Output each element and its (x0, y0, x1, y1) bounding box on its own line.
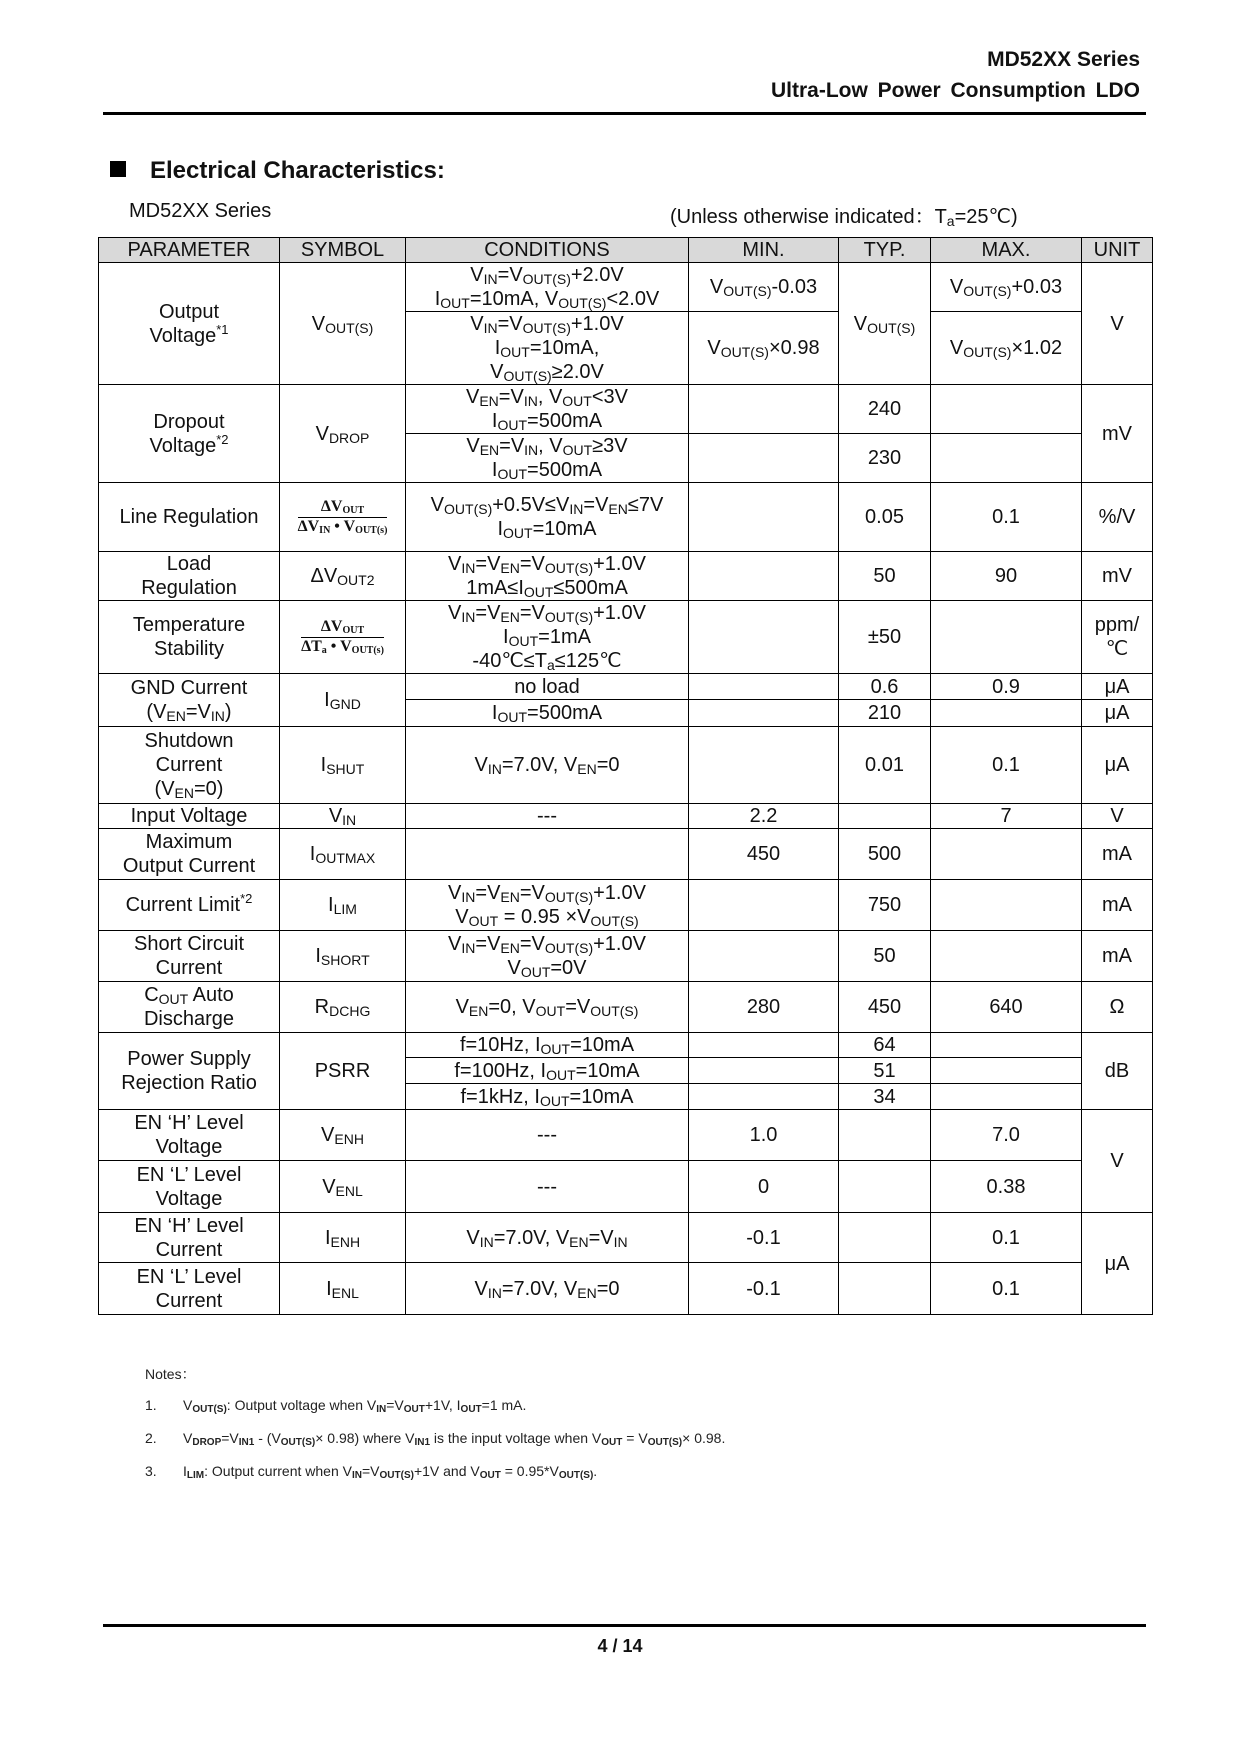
max-cell: 0.9 (931, 674, 1082, 700)
col-header: MIN. (689, 238, 839, 263)
typ-cell (839, 804, 931, 829)
param-cell: Dropout Voltage$^{*2}$ (99, 385, 280, 483)
header-subtitle: Ultra-Low Power Consumption LDO (771, 79, 1140, 102)
max-cell: 0.1 (931, 1213, 1082, 1263)
param-cell: Temperature Stability (99, 601, 280, 674)
symbol-cell: $I_{SHUT}$ (280, 727, 406, 804)
conditions-cell (406, 829, 689, 880)
param-cell: Load Regulation (99, 552, 280, 601)
symbol-cell (280, 601, 406, 674)
conditions-cell: $V_{IN}=V_{EN}=V_{OUT(S)}+1.0V$ $1mA\le I_{OUT}\le 500mA$ (406, 552, 689, 601)
param-cell: GND Current $(V_{EN}=V_{IN})$ (99, 674, 280, 727)
max-cell: $V_{OUT(S)}+0.03$ (931, 263, 1082, 312)
max-cell (931, 1084, 1082, 1110)
min-cell (689, 727, 839, 804)
param-cell: Shutdown Current $(V_{EN}=0)$ (99, 727, 280, 804)
unit-cell: mV (1082, 385, 1153, 483)
conditions-cell: $V_{IN}=7.0V$, $V_{EN}=0$ (406, 1263, 689, 1315)
table-row (99, 552, 1153, 601)
unit-cell: mA (1082, 931, 1153, 982)
max-cell: 0.1 (931, 483, 1082, 552)
symbol-cell: $V_{IN}$ (280, 804, 406, 829)
unit-cell: μA (1082, 700, 1153, 727)
max-cell: 0.1 (931, 727, 1082, 804)
typ-cell: 50 (839, 552, 931, 601)
typ-cell: 0.6 (839, 674, 931, 700)
conditions-cell: f=10Hz, $I_{OUT}=10mA$ (406, 1033, 689, 1058)
unit-cell: μA (1082, 1213, 1153, 1315)
unit-cell: mA (1082, 829, 1153, 880)
notes-heading: Notes： (145, 1366, 196, 1382)
symbol-cell: $V_{DROP}$ (280, 385, 406, 483)
conditions-cell: $V_{EN}=V_{IN}$, $V_{OUT}<3V$ $I_{OUT}=500mA$ (406, 385, 689, 434)
min-cell: $V_{OUT(S)}-0.03$ (689, 263, 839, 312)
conditions-cell: $V_{EN}=V_{IN}$, $V_{OUT}\ge 3V$ $I_{OUT}=500mA$ (406, 434, 689, 483)
max-cell: 7.0 (931, 1110, 1082, 1161)
max-cell: 0.1 (931, 1263, 1082, 1315)
max-cell (931, 931, 1082, 982)
conditions-cell: $V_{IN}=V_{OUT(S)}+1.0V$ $I_{OUT}=10mA$, $V_{OUT(S)}\ge 2.0V$ (406, 312, 689, 385)
max-cell (931, 434, 1082, 483)
table-row (99, 601, 1153, 674)
min-cell: 280 (689, 982, 839, 1033)
table-row (99, 804, 1153, 829)
symbol-cell: $V_{OUT(S)}$ (280, 263, 406, 385)
note-2: 2. $V_{DROP}=V_{IN1} - (V_{OUT(S)}\times 0.98)$ where $V_{IN1}$ is the input voltage when $V_{OUT} = V_{OUT(S)}\times 0.98$. (145, 1430, 726, 1448)
typ-cell: 51 (839, 1058, 931, 1084)
typ-cell (839, 1263, 931, 1315)
min-cell (689, 1058, 839, 1084)
conditions-cell: --- (406, 1110, 689, 1161)
col-header: CONDITIONS (406, 238, 689, 263)
typ-cell: 450 (839, 982, 931, 1033)
conditions-cell: --- (406, 1161, 689, 1213)
table-row (99, 982, 1153, 1033)
symbol-cell: $I_{ENL}$ (280, 1263, 406, 1315)
unit-cell: μA (1082, 674, 1153, 700)
symbol-cell: $\Delta V_{OUT2}$ (280, 552, 406, 601)
min-cell (689, 674, 839, 700)
min-cell (689, 483, 839, 552)
conditions-cell: $V_{IN}=7.0V$, $V_{EN}=0$ (406, 727, 689, 804)
symbol-cell: $I_{ENH}$ (280, 1213, 406, 1263)
table-row (99, 829, 1153, 880)
typ-cell: 500 (839, 829, 931, 880)
max-cell (931, 385, 1082, 434)
note-1: 1. $V_{OUT(S)}$: Output voltage when $V_{IN}=V_{OUT}+1V$, $I_{OUT}=1$ mA. (145, 1397, 527, 1415)
param-cell: Line Regulation (99, 483, 280, 552)
table-header-row (99, 238, 1153, 263)
min-cell (689, 601, 839, 674)
unit-cell: V (1082, 1110, 1153, 1213)
max-cell (931, 700, 1082, 727)
col-header: UNIT (1082, 238, 1153, 263)
typ-cell: 0.05 (839, 483, 931, 552)
max-cell (931, 601, 1082, 674)
unit-cell: Ω (1082, 982, 1153, 1033)
min-cell: -0.1 (689, 1213, 839, 1263)
min-cell (689, 880, 839, 931)
conditions-cell: $V_{IN}=V_{EN}=V_{OUT(S)}+1.0V$ $V_{OUT} = 0.95 \times V_{OUT(S)}$ (406, 880, 689, 931)
min-cell: $V_{OUT(S)}\times 0.98$ (689, 312, 839, 385)
table-row (99, 1110, 1153, 1161)
header-rule (103, 112, 1146, 115)
table-row (99, 483, 1153, 552)
conditions-cell: $V_{IN}=V_{EN}=V_{OUT(S)}+1.0V$ $V_{OUT}=0V$ (406, 931, 689, 982)
table-row (99, 385, 1153, 434)
typ-cell: $V_{OUT(S)}$ (839, 263, 931, 385)
max-cell: 7 (931, 804, 1082, 829)
conditions-cell: $V_{EN}=0$, $V_{OUT}=V_{OUT(S)}$ (406, 982, 689, 1033)
typ-cell: 240 (839, 385, 931, 434)
table-row (99, 1263, 1153, 1315)
param-cell: EN ‘L’ Level Voltage (99, 1161, 280, 1213)
symbol-cell: $I_{SHORT}$ (280, 931, 406, 982)
symbol-cell: $V_{ENL}$ (280, 1161, 406, 1213)
min-cell: 450 (689, 829, 839, 880)
conditions-cell: $V_{OUT(S)}+0.5V\le V_{IN}=V_{EN}\le 7V$ $I_{OUT}=10mA$ (406, 483, 689, 552)
symbol-cell: $I_{GND}$ (280, 674, 406, 727)
max-cell (931, 1058, 1082, 1084)
black-square-icon (110, 161, 126, 177)
typ-cell: 50 (839, 931, 931, 982)
table-row (99, 931, 1153, 982)
min-cell: -0.1 (689, 1263, 839, 1315)
param-cell: Current Limit$^{*2}$ (99, 880, 280, 931)
header-series: MD52XX Series (987, 48, 1140, 71)
unit-cell: ppm/ ℃ (1082, 601, 1153, 674)
col-header: MAX. (931, 238, 1082, 263)
conditions-cell: --- (406, 804, 689, 829)
table-row (99, 1033, 1153, 1058)
conditions-cell: $V_{IN}=7.0V$, $V_{EN}=V_{IN}$ (406, 1213, 689, 1263)
max-cell: $V_{OUT(S)}\times 1.02$ (931, 312, 1082, 385)
footer-rule (103, 1624, 1146, 1627)
col-header: PARAMETER (99, 238, 280, 263)
param-cell: Input Voltage (99, 804, 280, 829)
conditions-cell: $V_{IN}=V_{OUT(S)}+2.0V$ $I_{OUT}=10mA$, $V_{OUT(S)}<2.0V$ (406, 263, 689, 312)
max-cell (931, 1033, 1082, 1058)
symbol-cell (280, 483, 406, 552)
unit-cell: μA (1082, 727, 1153, 804)
condition-note: (Unless otherwise indicated：$T_a=25℃$) (670, 206, 1018, 229)
symbol-cell: $I_{LIM}$ (280, 880, 406, 931)
table-row (99, 1161, 1153, 1213)
table-row (99, 263, 1153, 312)
fraction-symbol: $\frac{\Delta V_{OUT}}{\Delta V_{IN} • V_{OUT(s)}}$ (297, 497, 388, 536)
note-3: 3. $I_{LIM}$: Output current when $V_{IN}=V_{OUT(S)}+1V$ and $V_{OUT} = 0.95*V_{OUT(S)}$. (145, 1463, 598, 1481)
unit-cell: mV (1082, 552, 1153, 601)
col-header: TYP. (839, 238, 931, 263)
min-cell (689, 1033, 839, 1058)
min-cell (689, 552, 839, 601)
unit-cell: %/V (1082, 483, 1153, 552)
max-cell (931, 829, 1082, 880)
symbol-cell: $R_{DCHG}$ (280, 982, 406, 1033)
electrical-characteristics-table (98, 237, 1153, 1315)
conditions-cell: f=100Hz, $I_{OUT}=10mA$ (406, 1058, 689, 1084)
conditions-cell: f=1kHz, $I_{OUT}=10mA$ (406, 1084, 689, 1110)
min-cell: 0 (689, 1161, 839, 1213)
param-cell: EN ‘H’ Level Voltage (99, 1110, 280, 1161)
max-cell: 640 (931, 982, 1082, 1033)
col-header: SYMBOL (280, 238, 406, 263)
max-cell (931, 880, 1082, 931)
typ-cell: 34 (839, 1084, 931, 1110)
unit-cell: mA (1082, 880, 1153, 931)
typ-cell (839, 1110, 931, 1161)
series-label: MD52XX Series (129, 200, 272, 222)
table-row (99, 880, 1153, 931)
typ-cell: 64 (839, 1033, 931, 1058)
typ-cell: 750 (839, 880, 931, 931)
min-cell: 2.2 (689, 804, 839, 829)
param-cell: Maximum Output Current (99, 829, 280, 880)
page-number: 4 / 14 (597, 1636, 643, 1656)
typ-cell: 0.01 (839, 727, 931, 804)
typ-cell (839, 1213, 931, 1263)
param-cell: $C_{OUT}$ Auto Discharge (99, 982, 280, 1033)
table-row (99, 1213, 1153, 1263)
max-cell: 0.38 (931, 1161, 1082, 1213)
conditions-cell: $I_{OUT}=500mA$ (406, 700, 689, 727)
typ-cell: ±50 (839, 601, 931, 674)
fraction-symbol: $\frac{\Delta V_{OUT}}{\Delta T_a • V_{OUT(s)}}$ (301, 617, 384, 656)
unit-cell: V (1082, 263, 1153, 385)
max-cell: 90 (931, 552, 1082, 601)
min-cell: 1.0 (689, 1110, 839, 1161)
param-cell: Power Supply Rejection Ratio (99, 1033, 280, 1110)
symbol-cell: $V_{ENH}$ (280, 1110, 406, 1161)
section-title (110, 157, 445, 185)
symbol-cell: $I_{OUTMAX}$ (280, 829, 406, 880)
min-cell (689, 931, 839, 982)
conditions-cell: $V_{IN}=V_{EN}=V_{OUT(S)}+1.0V$ $I_{OUT}=1mA$ $-40℃\le T_a\le 125℃$ (406, 601, 689, 674)
min-cell (689, 434, 839, 483)
typ-cell: 230 (839, 434, 931, 483)
param-cell: EN ‘H’ Level Current (99, 1213, 280, 1263)
param-cell: Short Circuit Current (99, 931, 280, 982)
min-cell (689, 1084, 839, 1110)
param-cell: EN ‘L’ Level Current (99, 1263, 280, 1315)
typ-cell (839, 1161, 931, 1213)
symbol-cell: PSRR (280, 1033, 406, 1110)
conditions-cell: no load (406, 674, 689, 700)
typ-cell: 210 (839, 700, 931, 727)
param-cell: Output Voltage$^{*1}$ (99, 263, 280, 385)
unit-cell: V (1082, 804, 1153, 829)
min-cell (689, 385, 839, 434)
section-title-text: Electrical Characteristics: (150, 157, 445, 184)
table-row (99, 727, 1153, 804)
min-cell (689, 700, 839, 727)
table-row (99, 674, 1153, 700)
unit-cell: dB (1082, 1033, 1153, 1110)
